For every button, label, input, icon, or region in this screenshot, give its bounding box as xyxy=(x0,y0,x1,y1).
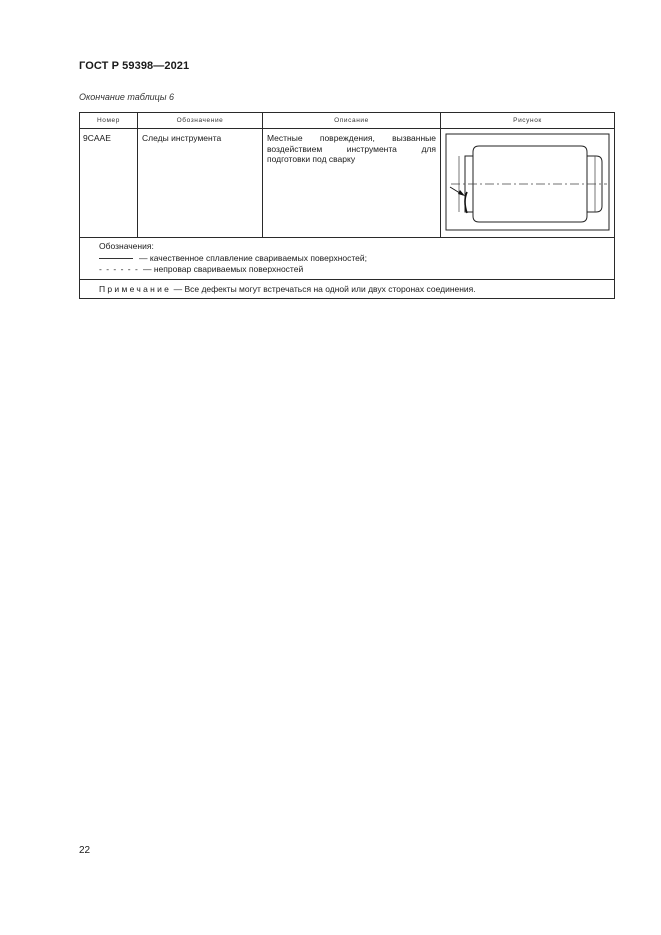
legend-row xyxy=(80,238,615,280)
note-cell xyxy=(80,279,615,298)
legend-item-solid xyxy=(99,253,609,265)
legend-item-text: — непровар свариваемых поверхностей xyxy=(143,264,304,274)
legend-item-dashed xyxy=(99,264,609,276)
note-row xyxy=(80,279,615,298)
cell-number: 9CAAE xyxy=(80,129,138,238)
table-caption: Окончание таблицы 6 xyxy=(79,92,174,102)
cell-description: Местные повреждения, вызванные воздействием инструмента для подготовки под сварку xyxy=(263,129,441,238)
solid-line-symbol xyxy=(99,258,133,259)
legend-cell xyxy=(80,238,615,280)
page-number: 22 xyxy=(79,845,91,856)
dashed-line-symbol: - - - - - - xyxy=(99,264,139,274)
table-row xyxy=(80,129,615,238)
table-header-row xyxy=(80,113,615,129)
cell-figure xyxy=(441,129,615,238)
tool-marks-weld-figure xyxy=(441,129,615,233)
note-label: Примечание xyxy=(99,283,172,294)
tool-mark xyxy=(465,192,467,213)
column-header-figure: Рисунок xyxy=(441,113,615,129)
note-text: — Все дефекты могут встречаться на одной или двух сторонах соединения. xyxy=(173,283,476,294)
legend-title: Обозначения: xyxy=(99,241,154,251)
legend-item-text: — качественное сплавление свариваемых поверхностей; xyxy=(139,252,368,263)
figure-frame xyxy=(446,134,609,230)
column-header-number: Номер xyxy=(80,113,138,129)
column-header-designation: Обозначение xyxy=(138,113,263,129)
column-header-description: Описание xyxy=(263,113,441,129)
cell-designation: Следы инструмента xyxy=(138,129,263,238)
defects-table xyxy=(79,112,615,299)
document-header: ГОСТ Р 59398—2021 xyxy=(79,60,190,72)
